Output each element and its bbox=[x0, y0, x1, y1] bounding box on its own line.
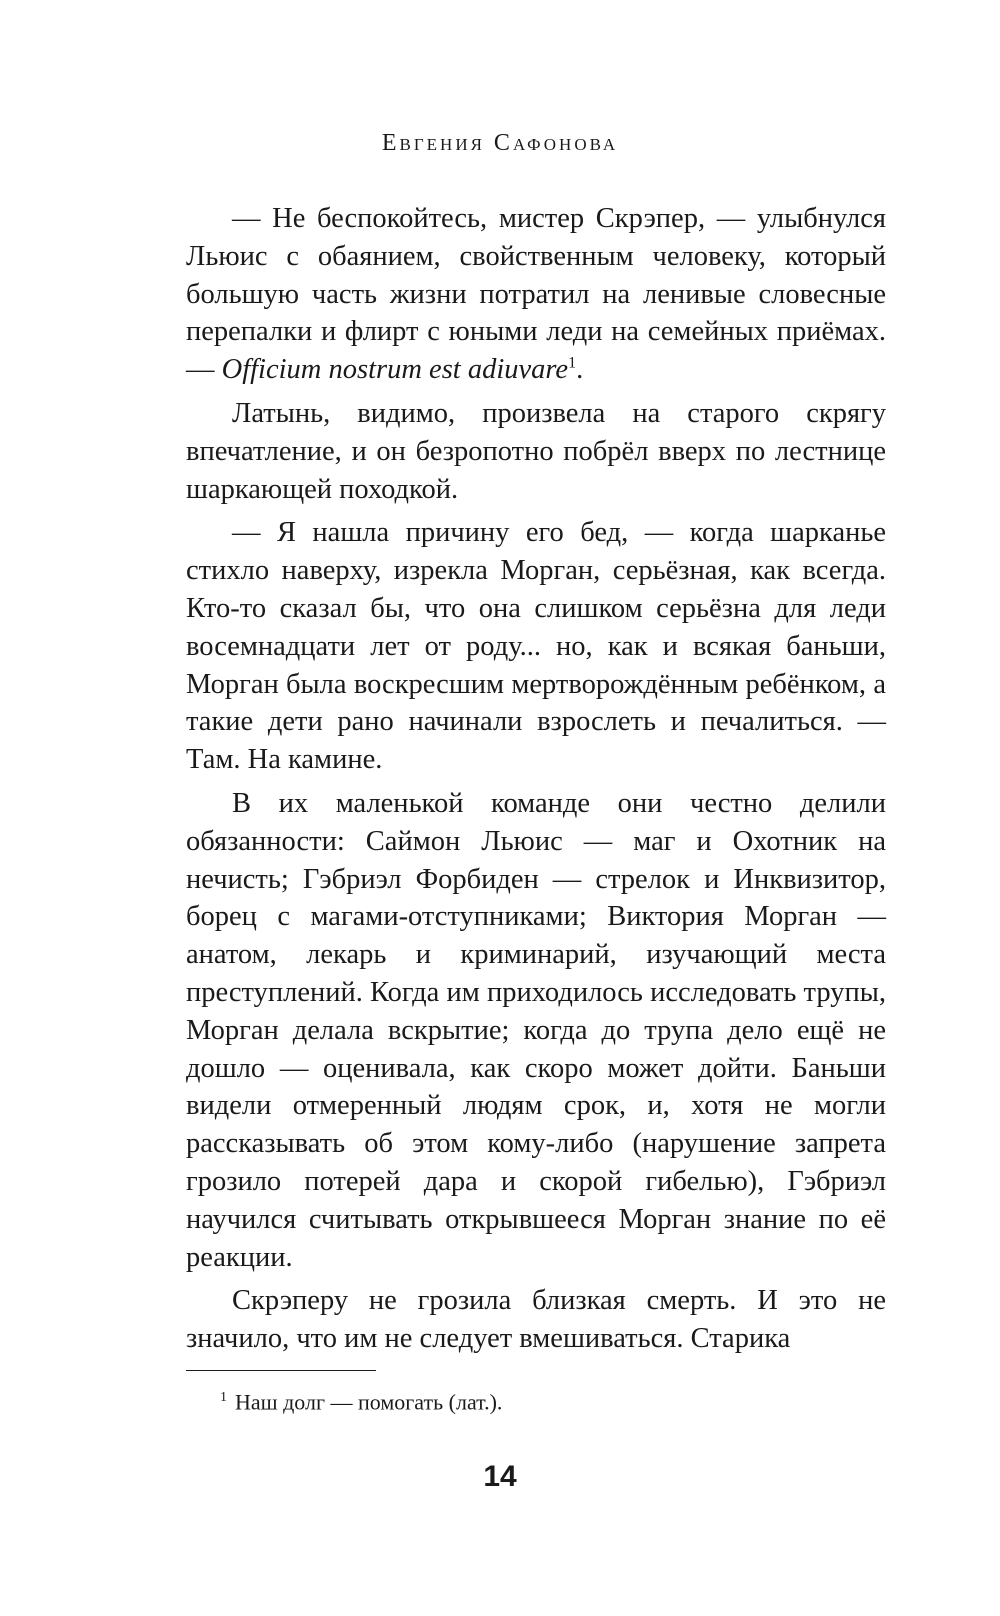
paragraph-3: — Я нашла причину его бед, — когда шарканье стихло наверху, изрекла Морган, серьёзная, как всегда. Кто-то сказал бы, что она слишком серьёзна для леди восемнадцати лет от роду... но, как и всякая баньши, Морган была воскресшим мертворождённым ребёнком, а такие дети рано начинали взрослеть и печалиться. — Там. На камине. bbox=[186, 517, 886, 776]
main-text bbox=[186, 200, 886, 1358]
footnote bbox=[220, 1384, 502, 1416]
footnote-divider bbox=[186, 1370, 376, 1371]
paragraph-1 bbox=[186, 200, 886, 389]
paragraph-5: Скрэперу не грозила близкая смерть. И это не значило, что им не следует вмешиваться. Старика bbox=[186, 1285, 886, 1355]
paragraph-4: В их маленькой команде они честно делили обязанности: Саймон Льюис — маг и Охотник на нечисть; Гэбриэл Форбиден — стрелок и Инквизитор, борец с магами-отступниками; Виктория Морган — анатом, лекарь и криминарий, изучающий места преступлений. Когда им приходилось исследовать трупы, Морган делала вскрытие; когда до трупа дело ещё не дошло — оценивала, как скоро может дойти. Баньши видели отмеренный людям срок, и, хотя не могли рассказывать об этом кому-либо (нарушение запрета грозило потерей дара и скорой гибелью), Гэбриэл научился считывать открывшееся Морган знание по её реакции. bbox=[186, 787, 886, 1273]
footnote-text: Наш долг — помогать (лат.). bbox=[235, 1389, 503, 1415]
paragraph-1-text: — Не беспокойтесь, мистер Скрэпер, — улыбнулся Льюис с обаянием, свойственным человеку, который большую часть жизни потратил на ленивые словесные перепалки и флирт с юными леди на семейных приёмах. — bbox=[186, 203, 886, 386]
footnote-mark: 1 bbox=[220, 1390, 227, 1405]
paragraph-2: Латынь, видимо, произвела на старого скрягу впечатление, и он безропотно побрёл вверх по лестнице шаркающей походкой. bbox=[186, 397, 886, 505]
paragraph-1-end: . bbox=[576, 354, 584, 386]
page-number: 14 bbox=[483, 1460, 517, 1493]
running-head: Евгения Сафонова bbox=[381, 130, 619, 156]
footnote-reference[interactable]: 1 bbox=[568, 354, 577, 372]
latin-phrase: Officium nostrum est adiuvare bbox=[221, 354, 569, 386]
